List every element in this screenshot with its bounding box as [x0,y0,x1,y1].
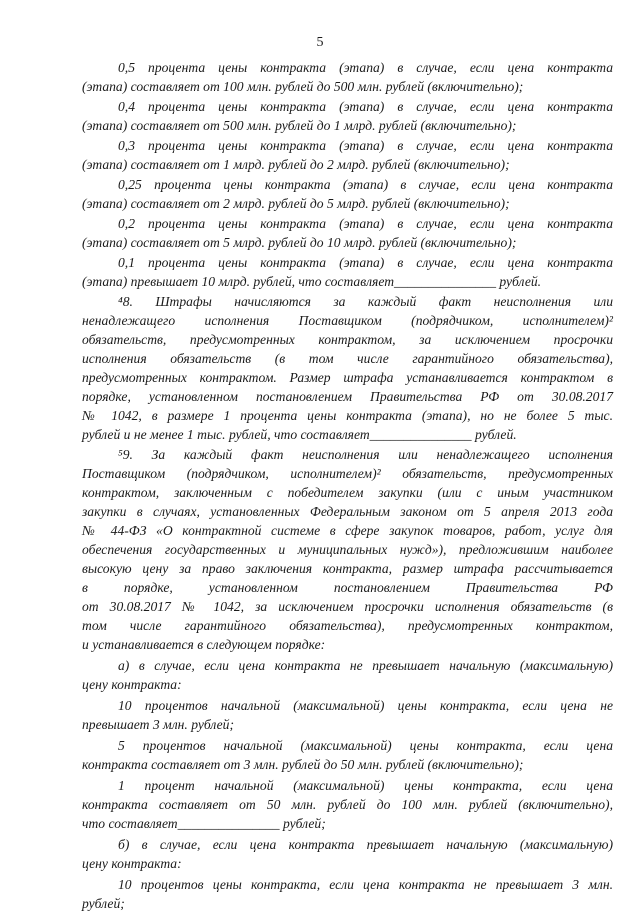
text-line: рублей и не менее 1 тыс. рублей, что составляет_______________ рублей. [82,427,517,442]
text-line: том числе гарантийного обязательства), предусмотренных контрактом, [82,618,613,633]
text-line: ⁴8. Штрафы начисляются за каждый факт неисполнения или [118,294,613,309]
text-line: исполнения обязательств (в том числе гарантийного обязательства), [82,351,613,366]
text-line: б) в случае, если цена контракта превышает начальную (максимальную) [118,837,613,852]
text-line: Поставщиком (подрядчиком, исполнителем)² обязательств, предусмотренных [82,466,613,481]
text-line: 0,1 процента цены контракта (этапа) в случае, если цена контракта [118,255,613,270]
text-line: 0,3 процента цены контракта (этапа) в случае, если цена контракта [118,138,613,153]
text-line: цену контракта: [82,677,182,692]
text-line: (этапа) составляет от 2 млрд. рублей до 5 млрд. рублей (включительно); [82,196,510,211]
text-line: в порядке, установленном постановлением Правительства РФ [82,580,613,595]
text-line: что составляет_______________ рублей; [82,816,326,831]
text-line: 1 процент начальной (максимальной) цены контракта, если цена [118,778,613,793]
document-body [82,58,613,913]
text-line: (этапа) превышает 10 млрд. рублей, что составляет_______________ рублей. [82,274,542,289]
text-line: рублей; [82,896,125,911]
text-line: 10 процентов цены контракта, если цена контракта не превышает 3 млн. [118,877,613,892]
text-line: 0,5 процента цены контракта (этапа) в случае, если цена контракта [118,60,613,75]
text-line: от 30.08.2017 № 1042, за исключением просрочки исполнения обязательств (в [82,599,613,614]
text-line: (этапа) составляет от 1 млрд. рублей до 2 млрд. рублей (включительно); [82,157,510,172]
text-line: ⁵9. За каждый факт неисполнения или ненадлежащего исполнения [118,447,613,462]
text-line: 0,4 процента цены контракта (этапа) в случае, если цена контракта [118,99,613,114]
text-line: а) в случае, если цена контракта не превышает начальную (максимальную) [118,658,613,673]
text-line: (этапа) составляет от 5 млрд. рублей до 10 млрд. рублей (включительно); [82,235,517,250]
text-line: (этапа) составляет от 100 млн. рублей до 500 млн. рублей (включительно); [82,79,524,94]
text-line: превышает 3 млн. рублей; [82,717,234,732]
text-line: 0,2 процента цены контракта (этапа) в случае, если цена контракта [118,216,613,231]
text-line: № 1042, в размере 1 процента цены контракта (этапа), но не более 5 тыс. [82,408,613,423]
text-line: высокую цену за право заключения контракта, размер штрафа рассчитывается [82,561,613,576]
text-line: предусмотренных контрактом. Размер штрафа устанавливается контрактом в [82,370,613,385]
text-line: цену контракта: [82,856,182,871]
text-line: контракта составляет от 3 млн. рублей до 50 млн. рублей (включительно); [82,757,524,772]
text-line: обязательств, предусмотренных контрактом, за исключением просрочки [82,332,613,347]
text-line: обеспечения государственных и муниципальных нужд»), предложившим наиболее [82,542,613,557]
text-line: 0,25 процента цены контракта (этапа) в случае, если цена контракта [118,177,613,192]
text-line: порядке, установленном постановлением Правительства РФ от 30.08.2017 [82,389,613,404]
text-line: контракта составляет от 50 млн. рублей до 100 млн. рублей (включительно), [82,797,613,812]
text-line: № 44-ФЗ «О контрактной системе в сфере закупок товаров, работ, услуг для [82,523,613,538]
text-line: контрактом, заключенным с победителем закупки (или с иным участником [82,485,613,500]
text-line: и устанавливается в следующем порядке: [82,637,326,652]
text-line: 10 процентов начальной (максимальной) цены контракта, если цена не [118,698,613,713]
text-line: 5 процентов начальной (максимальной) цены контракта, если цена [118,738,613,753]
text-line: закупки в случаях, установленных Федеральным законом от 5 апреля 2013 года [82,504,613,519]
text-line: (этапа) составляет от 500 млн. рублей до 1 млрд. рублей (включительно); [82,118,517,133]
text-line: ненадлежащего исполнения Поставщиком (подрядчиком, исполнителем)² [82,313,613,328]
page-number: 5 [316,35,324,50]
